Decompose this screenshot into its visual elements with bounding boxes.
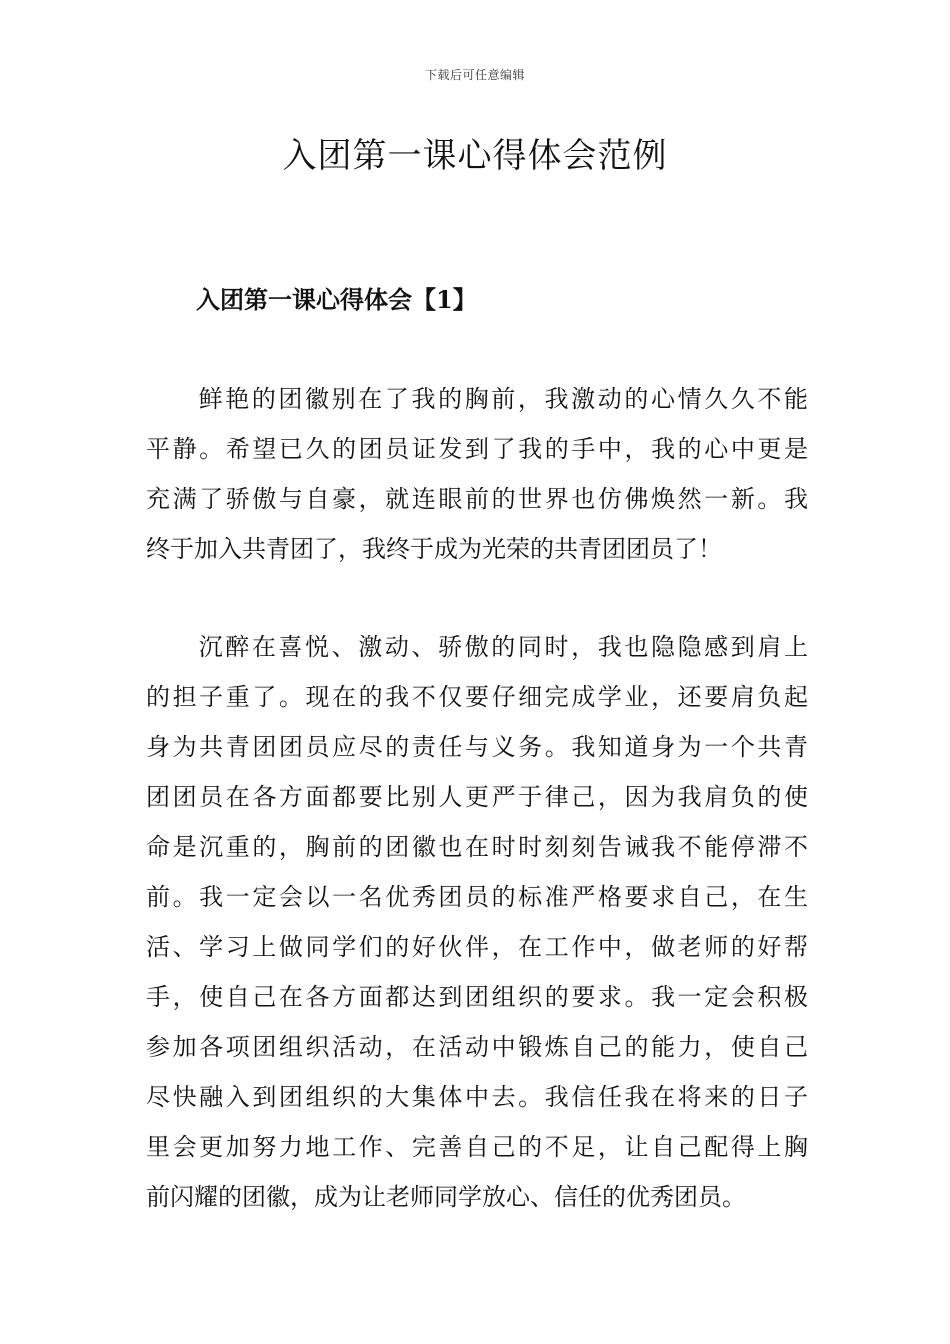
paragraph-line: 前闪耀的团徽，成为让老师同学放心、信任的优秀团员。 — [146, 1183, 746, 1211]
paragraph-line: 鲜艳的团徽别在了我的胸前，我激动的心情久久不能 — [196, 385, 808, 413]
paragraph-2 — [146, 622, 808, 1222]
paragraph-line: 前。我一定会以一名优秀团员的标准严格要求自己，在生 — [146, 883, 808, 911]
paragraph-line: 身为共青团团员应尽的责任与义务。我知道身为一个共青 — [146, 733, 808, 761]
section-heading: 入团第一课心得体会【1】 — [196, 285, 477, 314]
paragraph-line: 终于加入共青团了，我终于成为光荣的共青团团员了！ — [146, 535, 722, 563]
paragraph-line: 的担子重了。现在的我不仅要仔细完成学业，还要肩负起 — [146, 683, 808, 711]
paragraph-line: 沉醉在喜悦、激动、骄傲的同时，我也隐隐感到肩上 — [196, 633, 808, 661]
paragraph-line: 平静。希望已久的团员证发到了我的手中，我的心中更是 — [146, 435, 808, 463]
paragraph-line: 尽快融入到团组织的大集体中去。我信任我在将来的日子 — [146, 1083, 808, 1111]
paragraph-1 — [146, 374, 808, 574]
paragraph-line: 手，使自己在各方面都达到团组织的要求。我一定会积极 — [146, 983, 808, 1011]
paragraph-line: 参加各项团组织活动，在活动中锻炼自己的能力，使自己 — [146, 1033, 808, 1061]
header-note: 下载后可任意编辑 — [424, 68, 525, 82]
paragraph-line: 里会更加努力地工作、完善自己的不足，让自己配得上胸 — [146, 1133, 808, 1161]
paragraph-line: 活、学习上做同学们的好伙伴，在工作中，做老师的好帮 — [146, 933, 808, 961]
paragraph-line: 充满了骄傲与自豪，就连眼前的世界也仿佛焕然一新。我 — [146, 485, 808, 513]
document-title: 入团第一课心得体会范例 — [282, 136, 668, 176]
paragraph-line: 命是沉重的，胸前的团徽也在时时刻刻告诫我不能停滞不 — [146, 833, 808, 861]
paragraph-line: 团团员在各方面都要比别人更严于律己，因为我肩负的使 — [146, 783, 808, 811]
